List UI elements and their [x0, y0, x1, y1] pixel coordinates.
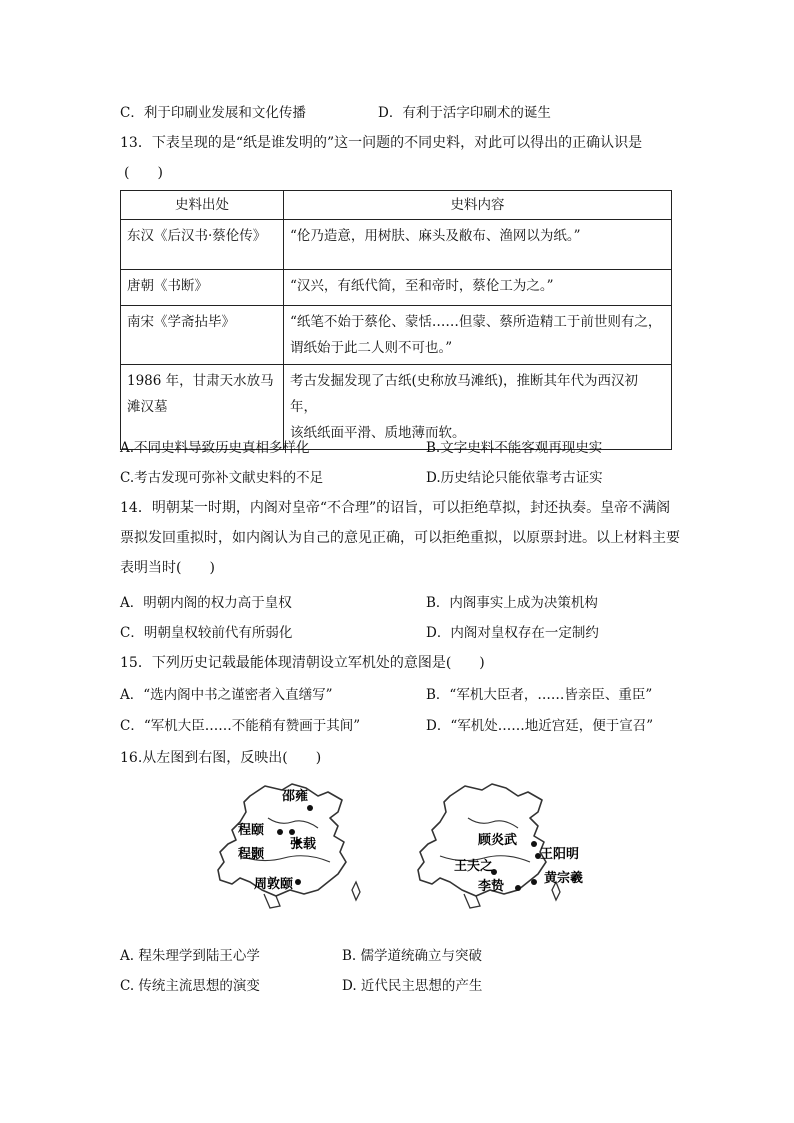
china-map-ming-qing-figure	[410, 778, 600, 928]
table-cell-source: 唐朝《书断》	[121, 270, 284, 306]
q15-option-b: B．“军机大臣者，……皆亲臣、重臣”	[426, 687, 653, 703]
right-map	[410, 778, 600, 928]
q13-answer-paren: ( )	[124, 165, 163, 181]
table-row	[121, 270, 672, 306]
table-row	[121, 220, 672, 270]
q14-stem-line-2: 票拟发回重拟时，如内阁认为自己的意见正确，可以拒绝重拟，以原票封进。以上材料主要	[120, 530, 680, 546]
map-label-wang-yangming: 王阳明	[540, 847, 580, 862]
q13-option-a: A.不同史料导致历史真相多样化	[120, 440, 310, 456]
q16-option-b: B. 儒学道统确立与突破	[342, 948, 483, 964]
table-cell-source: 东汉《后汉书·蔡伦传》	[121, 220, 284, 270]
china-map-song-figure	[210, 778, 370, 928]
table-cell-line: 该纸纸面平滑、质地薄而软。	[290, 425, 466, 441]
map-label-zhang-zai: 张载	[290, 837, 317, 852]
q14-stem-line-3: 表明当时( )	[120, 560, 215, 576]
q16-option-c: C. 传统主流思想的演变	[120, 978, 260, 994]
q14-option-d: D．内阁对皇权存在一定制约	[426, 625, 599, 641]
map-label-cheng-yi: 程颐	[238, 823, 265, 838]
left-map	[210, 778, 370, 928]
map-label-gu-yanwu: 顾炎武	[478, 833, 518, 848]
q16-option-d: D. 近代民主思想的产生	[342, 978, 483, 994]
q16-stem: 16.从左图到右图，反映出( )	[120, 750, 322, 766]
map-label-shao-yong: 邵雍	[282, 789, 309, 804]
q15-option-c: C．“军机大臣……不能稍有赞画于其间”	[120, 718, 361, 734]
table-cell-source: 南宋《学斋拈毕》	[121, 306, 284, 365]
table-header-source: 史料出处	[121, 191, 284, 220]
table-cell-line: 谓纸始于此二人则不可也。”	[290, 340, 453, 356]
q14-option-a: A．明朝内阁的权力高于皇权	[120, 595, 292, 611]
table-cell-content: “伦乃造意，用树肤、麻头及敝布、渔网以为纸。”	[284, 220, 672, 270]
map-label-li-zhi: 李贽	[478, 879, 505, 894]
q16-option-a: A. 程朱理学到陆王心学	[120, 948, 260, 964]
q14-stem-line-1: 14．明朝某一时期，内阁对皇帝“不合理”的诏旨，可以拒绝草拟，封还执奏。皇帝不满阁	[120, 500, 671, 516]
table-row	[121, 306, 672, 365]
map-label-wang-fuzhi: 王夫之	[454, 859, 494, 874]
q15-option-d: D．“军机处……地近宫廷，便于宣召”	[426, 718, 654, 734]
table-row	[121, 365, 672, 450]
table-header-row	[121, 191, 672, 220]
q13-source-table	[120, 190, 672, 450]
table-header-content: 史料内容	[284, 191, 672, 220]
q13-stem: 13．下表呈现的是“纸是谁发明的”这一问题的不同史料，对此可以得出的正确认识是	[120, 135, 643, 151]
map-label-zhou-dunyi: 周敦颐	[254, 877, 294, 892]
table-cell-line: 考古发掘发现了古纸(史称放马滩纸)，推断其年代为西汉初年，	[290, 373, 639, 415]
q13-option-c: C.考古发现可弥补文献史料的不足	[120, 470, 324, 486]
q15-stem: 15．下列历史记载最能体现清朝设立军机处的意图是( )	[120, 655, 485, 671]
map-label-huang-zongxi: 黄宗羲	[544, 871, 584, 886]
q15-option-a: A．“选内阁中书之谨密者入直缮写”	[120, 687, 333, 703]
map-label-cheng-hao: 程颢	[238, 847, 265, 862]
q13-option-b: B.文字史料不能客观再现史实	[426, 440, 603, 456]
table-cell-line: 1986 年，甘肃天水放马	[127, 373, 274, 389]
q14-option-c: C．明朝皇权较前代有所弱化	[120, 625, 293, 641]
q12-option-c: C．利于印刷业发展和文化传播	[120, 105, 306, 121]
table-cell-content	[284, 365, 672, 450]
table-cell-source	[121, 365, 284, 450]
table-cell-content: “汉兴，有纸代简，至和帝时，蔡伦工为之。”	[284, 270, 672, 306]
q12-option-d: D．有利于活字印刷术的诞生	[378, 105, 551, 121]
table-cell-line: 滩汉墓	[127, 399, 168, 415]
q13-option-d: D.历史结论只能依靠考古证实	[426, 470, 603, 486]
table-cell-content	[284, 306, 672, 365]
q14-option-b: B．内阁事实上成为决策机构	[426, 595, 598, 611]
table-cell-line: “纸笔不始于蔡伦、蒙恬……但蒙、蔡所造精工于前世则有之，	[290, 314, 662, 330]
